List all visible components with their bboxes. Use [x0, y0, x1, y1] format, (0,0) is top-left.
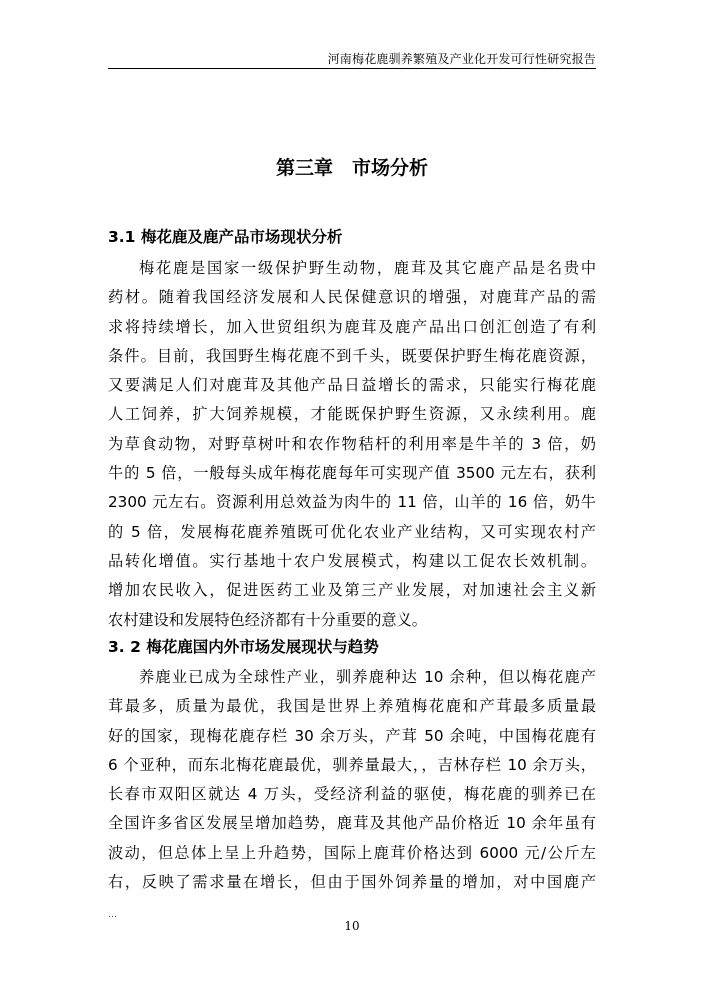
text-line: 又要满足人们对鹿茸及其他产品日益增长的需求，只能实行梅花鹿: [108, 376, 596, 395]
text-line: 全国许多省区发展呈增加趋势，鹿茸及其他产品价格近 10 余年虽有: [108, 814, 596, 833]
running-header: 河南梅花鹿驯养繁殖及产业化开发可行性研究报告: [327, 52, 596, 66]
text-line: 好的国家，现梅花鹿存栏 30 余万头，产茸 50 余吨，中国梅花鹿有: [108, 726, 596, 745]
text-line: 茸最多，质量为最优，我国是世界上养殖梅花鹿和产茸最多质量最: [108, 697, 596, 716]
text-line: 农村建设和发展特色经济都有十分重要的意义。: [108, 610, 427, 629]
section-3-2-paragraph: [108, 663, 596, 897]
text-line: 为草食动物，对野草树叶和农作物秸杆的利用率是牛羊的 3 倍，奶: [108, 434, 596, 453]
text-line: 右，反映了需求量在增长，但由于国外饲养量的增加，对中国鹿产: [108, 873, 596, 892]
text-line: 品转化增值。实行基地十农户发展模式，构建以工促农长效机制。: [108, 551, 596, 570]
footer-mark: …: [108, 910, 117, 920]
section-heading-3-2: 3. 2 梅花鹿国内外市场发展现状与趋势: [108, 638, 379, 656]
text-line: 波动，但总体上呈上升趋势，国际上鹿茸价格达到 6000 元/公斤左: [108, 843, 596, 862]
text-line: 人工饲养，扩大饲养规模，才能既保护野生资源，又永续利用。鹿: [108, 405, 596, 424]
text-line: 长春市双阳区就达 4 万头，受经济利益的驱使，梅花鹿的驯养已在: [108, 785, 596, 804]
text-line: 条件。目前，我国野生梅花鹿不到千头，既要保护野生梅花鹿资源，: [108, 346, 596, 365]
text-line: 的 5 倍，发展梅花鹿养殖既可优化农业产业结构，又可实现农村产: [108, 522, 596, 541]
header-rule: [108, 68, 596, 69]
text-line: 牛的 5 倍，一般每头成年梅花鹿每年可实现产值 3500 元左右，获利: [108, 464, 596, 483]
section-3-1-paragraph: [108, 254, 596, 629]
text-line: 药材。随着我国经济发展和人民保健意识的增强，对鹿茸产品的需: [108, 288, 596, 307]
chapter-title: 第三章 市场分析: [275, 157, 428, 179]
text-line: 6 个亚种，而东北梅花鹿最优，驯养量最大，，吉林存栏 10 余万头，: [108, 755, 596, 774]
text-line: 梅花鹿是国家一级保护野生动物，鹿茸及其它鹿产品是名贵中: [139, 259, 596, 277]
section-heading-3-1: 3.1 梅花鹿及鹿产品市场现状分析: [108, 228, 343, 246]
text-line: 增加农民收入，促进医药工业及第三产业发展，对加速社会主义新: [108, 581, 596, 600]
text-line: 求将持续增长，加入世贸组织为鹿茸及鹿产品出口创汇创造了有利: [108, 317, 596, 336]
text-line: 养鹿业已成为全球性产业，驯养鹿种达 10 余种，但以梅花鹿产: [139, 668, 596, 686]
text-line: 2300 元左右。资源利用总效益为肉牛的 11 倍，山羊的 16 倍，奶牛: [108, 493, 596, 512]
page-number: 10: [344, 919, 360, 933]
